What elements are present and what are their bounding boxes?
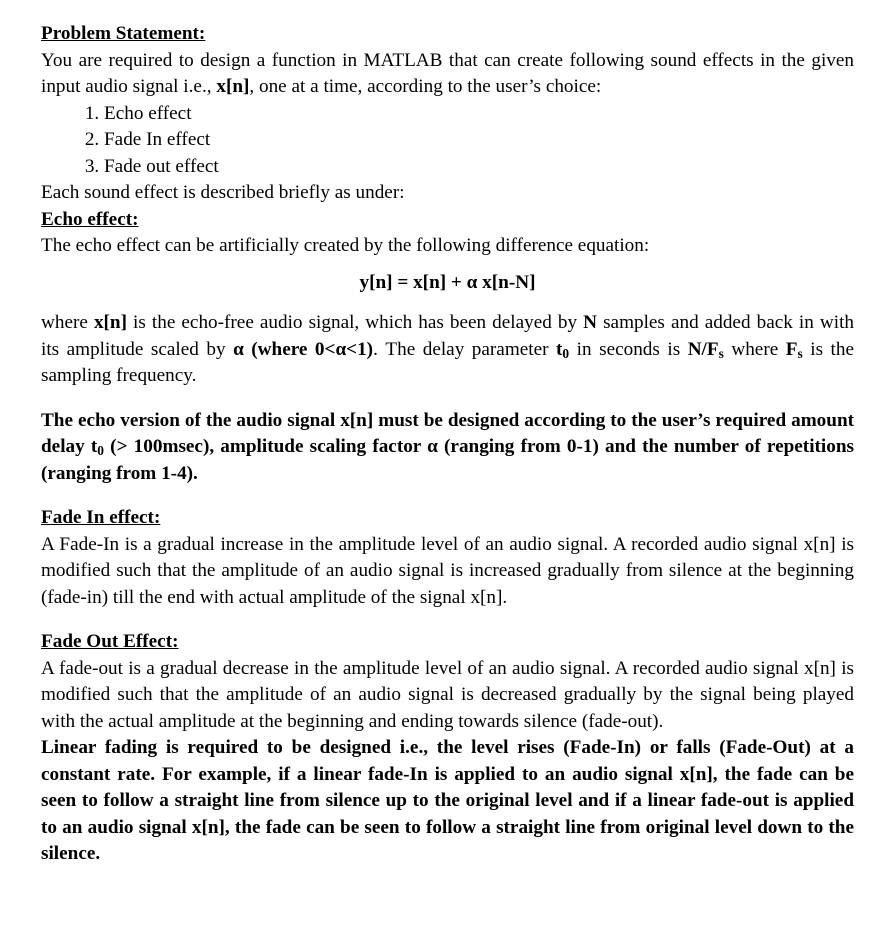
document bbox=[41, 21, 854, 868]
problem-intro-text-end: , one at a time, according to the user’s choice: bbox=[249, 76, 602, 97]
fade-out-text: A fade-out is a gradual decrease in the amplitude level of an audio signal. A recorded audio signal x[n] is modified such that the amplitude of an audio signal is decreased gradually by the signal being played with the actual amplitude at the beginning and ending towards silence (fade-out). bbox=[41, 657, 854, 732]
linear-fading-text: Linear fading is required to be designed i.e., the level rises (Fade-In) or falls (Fade-Out) at a constant rate. For example, if a linear fade-In is applied to an audio signal x[n], the fade can be seen to follow a straight line from silence up to the original level and if a linear fade-out is applied to an audio signal x[n], the fade can be seen to follow a straight line from original level down to the silence. bbox=[41, 737, 854, 864]
desc-bold-text: F bbox=[785, 338, 798, 360]
desc-bold-text: t bbox=[556, 338, 563, 360]
problem-intro bbox=[41, 48, 854, 101]
problem-heading: Problem Statement: bbox=[41, 23, 206, 44]
spacer bbox=[41, 611, 854, 629]
desc-subscript: 0 bbox=[562, 345, 570, 361]
echo-intro: The echo effect can be artificially created by the following difference equation: bbox=[41, 235, 650, 256]
requirement-text-end: (> 100msec), amplitude scaling factor α (ranging from 0-1) and the number of repetitions (ranging from 1-4). bbox=[41, 436, 854, 484]
desc-text: in seconds is bbox=[569, 338, 688, 360]
requirement-text: The echo version of the audio signal x[n] must be designed according to the user’s required amount delay t bbox=[41, 409, 854, 457]
list-item: 1. Echo effect bbox=[104, 101, 854, 128]
desc-subscript: s bbox=[797, 345, 803, 361]
problem-intro-signal: x[n] bbox=[216, 76, 250, 97]
desc-subscript: s bbox=[718, 345, 724, 361]
echo-requirement bbox=[41, 408, 854, 488]
desc-bold-text: N/F bbox=[687, 338, 719, 360]
desc-bold: N bbox=[583, 312, 598, 333]
echo-equation: y[n] = x[n] + α x[n-N] bbox=[359, 271, 536, 293]
effects-list bbox=[41, 101, 854, 181]
desc-text: is the echo-free audio signal, which has been delayed by bbox=[126, 312, 584, 333]
spacer bbox=[41, 390, 854, 408]
requirement-subscript: 0 bbox=[97, 443, 104, 458]
fade-in-text: A Fade-In is a gradual increase in the amplitude level of an audio signal. A recorded audio signal x[n] is modified such that the amplitude of an audio signal is increased gradually from silence at the beginning (fade-in) till the end with actual amplitude of the signal x[n]. bbox=[41, 533, 854, 608]
desc-text: where bbox=[723, 338, 786, 360]
desc-bold bbox=[786, 339, 803, 360]
desc-bold: α (where 0<α<1) bbox=[233, 338, 374, 360]
echo-description bbox=[41, 310, 854, 390]
desc-bold: x[n] bbox=[93, 312, 127, 333]
problem-outro: Each sound effect is described briefly as under: bbox=[41, 182, 405, 203]
desc-text: where bbox=[41, 312, 94, 333]
list-item: 3. Fade out effect bbox=[104, 154, 854, 181]
echo-heading: Echo effect: bbox=[41, 208, 139, 230]
desc-bold bbox=[688, 339, 724, 360]
fade-in-heading: Fade In effect: bbox=[41, 507, 161, 528]
spacer bbox=[41, 487, 854, 505]
list-item: 2. Fade In effect bbox=[104, 127, 854, 154]
problem-intro-text: You are required to design a function in MATLAB that can create following sound effects in the given input audio signal i.e., bbox=[41, 49, 854, 97]
fade-out-heading: Fade Out Effect: bbox=[41, 631, 179, 652]
desc-text: samples and added back in with its amplitude scaled by bbox=[41, 312, 854, 360]
desc-text: . The delay parameter bbox=[373, 338, 557, 360]
desc-bold bbox=[556, 339, 569, 360]
desc-text: is the sampling frequency. bbox=[41, 338, 854, 386]
